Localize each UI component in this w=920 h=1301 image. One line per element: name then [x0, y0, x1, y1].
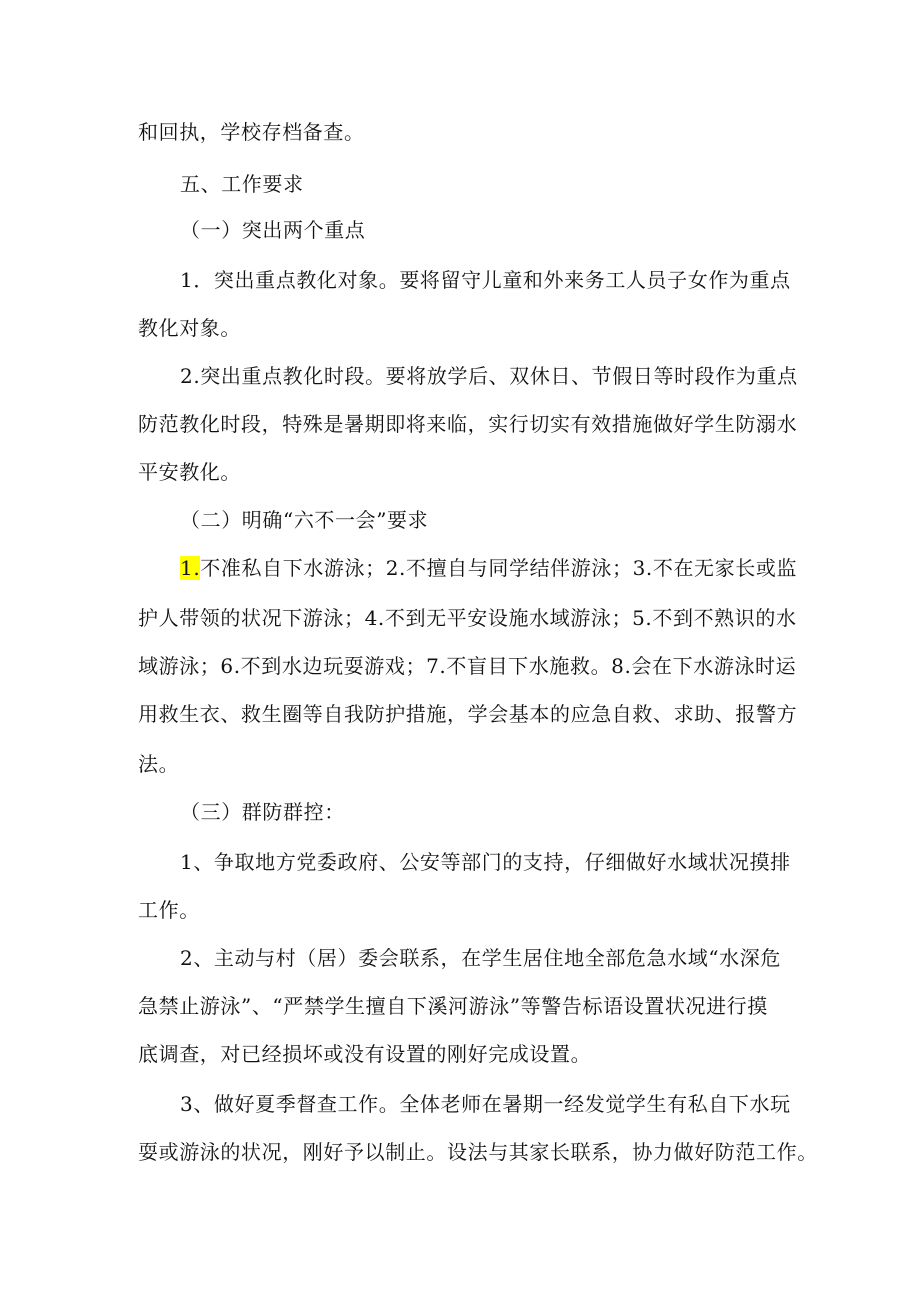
text-line: 2.突出重点教化时段。要将放学后、双休日、节假日等时段作为重点 [180, 364, 798, 388]
text-line: 3、做好夏季督查工作。全体老师在暑期一经发觉学生有私自下水玩 [180, 1092, 791, 1116]
text-line: 法。 [138, 752, 180, 776]
text-line: 防范教化时段，特殊是暑期即将来临，实行切实有效措施做好学生防溺水 [138, 412, 798, 436]
text-line: 2、主动与村（居）委会联系，在学生居住地全部危急水域“水深危 [180, 946, 781, 970]
text-line: 平安教化。 [138, 460, 241, 484]
text-line: 急禁止游泳”、“严禁学生擅自下溪河游泳”等警告标语设置状况进行摸 [138, 994, 768, 1018]
text-line: 和回执，学校存档备查。 [138, 120, 365, 144]
highlighted-number: 1. [180, 556, 201, 580]
text-line: 1．突出重点教化对象。要将留守儿童和外来务工人员子女作为重点 [180, 268, 791, 292]
subsection-heading: （一）突出两个重点 [180, 218, 366, 242]
text-line [180, 554, 797, 582]
text-line-rest: 不准私自下水游泳；2.不擅自与同学结伴游泳；3.不在无家长或监 [200, 556, 798, 580]
text-line: 教化对象。 [138, 316, 241, 340]
text-line: 域游泳；6.不到水边玩耍游戏；7.不盲目下水施救。8.会在下水游泳时运 [138, 654, 797, 678]
text-line: 工作。 [138, 898, 200, 922]
section-heading: 五、工作要求 [180, 172, 304, 196]
subsection-heading: （三）群防群控： [180, 800, 345, 824]
text-line: 用救生衣、救生圈等自我防护措施，学会基本的应急自救、求助、报警方 [138, 702, 798, 726]
text-line: 护人带领的状况下游泳；4.不到无平安设施水域游泳；5.不到不熟识的水 [138, 606, 797, 630]
subsection-heading: （二）明确“六不一会”要求 [180, 508, 429, 532]
text-line: 耍或游泳的状况，刚好予以制止。设法与其家长联系，协力做好防范工作。 [138, 1140, 818, 1164]
text-line: 底调查，对已经损坏或没有设置的刚好完成设置。 [138, 1042, 592, 1066]
text-line: 1、争取地方党委政府、公安等部门的支持，仔细做好水域状况摸排 [180, 850, 791, 874]
